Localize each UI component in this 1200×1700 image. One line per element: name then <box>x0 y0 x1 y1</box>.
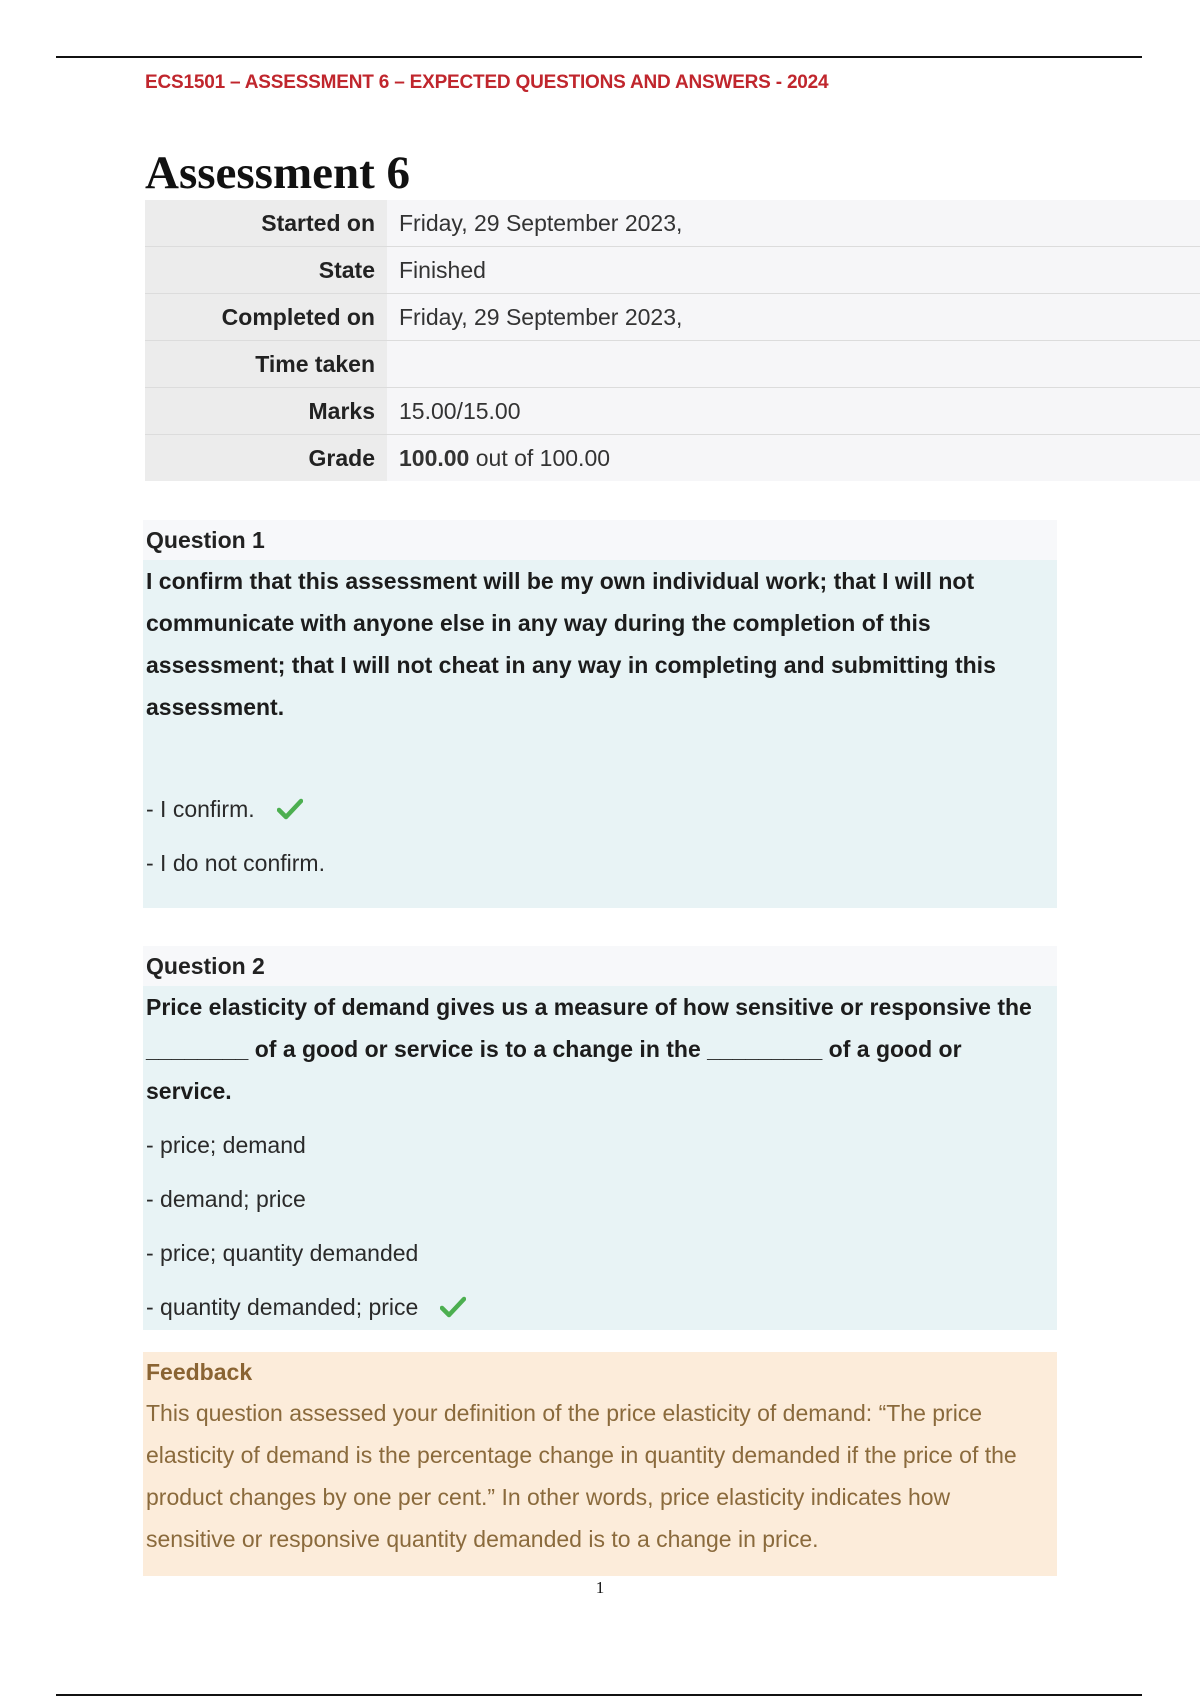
summary-label: Completed on <box>145 294 387 341</box>
summary-value: Finished <box>387 247 1200 294</box>
summary-row-time-taken <box>145 341 1200 388</box>
summary-value: 15.00/15.00 <box>387 388 1200 435</box>
summary-label: Marks <box>145 388 387 435</box>
question-title: Question 2 <box>143 946 1057 986</box>
summary-row-started <box>145 200 1200 247</box>
question-text: Price elasticity of demand gives us a measure of how sensitive or responsive the ________ of a good or service is to a change in the _________ of a good or service. <box>146 994 1032 1104</box>
question-text: I confirm that this assessment will be my own individual work; that I will not communicate with anyone else in any way during the completion of this assessment; that I will not cheat in any way in completing and submitting this assessment. <box>146 568 996 720</box>
attempt-summary-table <box>145 200 1200 481</box>
summary-value: Friday, 29 September 2023, <box>387 294 1200 341</box>
question-2 <box>143 946 1057 1330</box>
bottom-rule <box>56 1694 1142 1696</box>
summary-row-grade <box>145 435 1200 482</box>
summary-value <box>387 341 1200 388</box>
grade-value: 100.00 <box>399 444 470 471</box>
top-rule <box>56 56 1142 58</box>
option-label: - I confirm. <box>146 795 255 822</box>
option-label: - price; quantity demanded <box>146 1239 419 1266</box>
answer-option <box>143 782 1057 836</box>
answer-option <box>143 1226 1057 1280</box>
summary-row-state <box>145 247 1200 294</box>
answer-option <box>143 1280 1057 1334</box>
answer-option <box>143 1172 1057 1226</box>
option-label: - quantity demanded; price <box>146 1293 419 1320</box>
question-body <box>143 986 1057 1330</box>
feedback-text: This question assessed your definition of the price elasticity of demand: “The price elasticity of demand is the percentage change in quantity demanded if the price of the product changes by one per cent.” In other words, price elasticity indicates how sensitive or responsive quantity demanded is to a change in price. <box>146 1400 1017 1552</box>
grade-total: out of 100.00 <box>469 444 611 471</box>
summary-value: Friday, 29 September 2023, <box>387 200 1200 247</box>
option-label: - demand; price <box>146 1185 306 1212</box>
question-title: Question 1 <box>143 520 1057 560</box>
feedback-box <box>143 1352 1057 1576</box>
feedback-title: Feedback <box>146 1359 253 1385</box>
option-label: - price; demand <box>146 1131 306 1158</box>
summary-label: Grade <box>145 435 387 482</box>
summary-value <box>387 435 1200 482</box>
page-number: 1 <box>595 1578 605 1597</box>
summary-row-marks <box>145 388 1200 435</box>
summary-label: Started on <box>145 200 387 247</box>
answer-option <box>143 1118 1057 1172</box>
question-body <box>143 560 1057 908</box>
summary-row-completed <box>145 294 1200 341</box>
summary-label: Time taken <box>145 341 387 388</box>
question-1 <box>143 520 1057 908</box>
running-header: ECS1501 – ASSESSMENT 6 – EXPECTED QUESTIONS AND ANSWERS - 2024 <box>145 72 829 93</box>
check-icon <box>440 1296 466 1318</box>
option-label: - I do not confirm. <box>146 849 325 876</box>
summary-label: State <box>145 247 387 294</box>
page-title: Assessment 6 <box>145 147 411 199</box>
check-icon <box>277 798 303 820</box>
answer-option <box>143 836 1057 890</box>
